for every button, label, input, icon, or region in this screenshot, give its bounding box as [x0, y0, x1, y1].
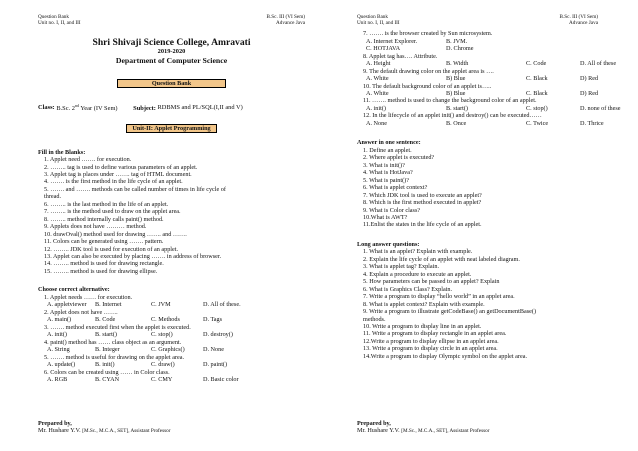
department-name: Department of Computer Science — [115, 56, 228, 66]
header-subject: Advance Java — [569, 20, 598, 27]
mcq-option: B) Blue — [446, 75, 466, 83]
mcq-options — [357, 38, 598, 45]
question-item: 1. Applet need ……. for execution. — [44, 156, 132, 164]
class-label: Class: — [38, 104, 55, 112]
question-item: 11.Enlist the states in the life cycle of an applet. — [363, 221, 482, 229]
mcq-options — [38, 346, 305, 353]
page-header-right — [357, 14, 598, 26]
mcq-option: D. None — [203, 346, 224, 354]
question-item: 1. Define an applet. — [363, 146, 412, 154]
mcq-option: A. White — [366, 90, 389, 98]
mcq-option: B. JVM. — [446, 37, 468, 45]
mcq-question: 12. In the lifecycle of an applet init() and destroy() can be executed…… — [363, 112, 542, 120]
mcq-list-right — [357, 30, 621, 127]
question-item: 4. ……. is the first method in the life cycle of an applet. — [44, 178, 183, 186]
mcq-option: A. update() — [47, 361, 76, 369]
question-item: 14.Write a program to display Olympic symbol on the applet area. — [363, 352, 528, 360]
question-item: 5. ……. and ……. methods can be called number of times in life cycle of — [44, 185, 226, 193]
header-title: Question Bank — [357, 14, 388, 20]
right-page — [319, 0, 638, 451]
subject-label: Subject: — [133, 104, 156, 112]
question-item: 10. drawOval() method used for drawing ……. and ……. — [44, 230, 187, 238]
question-item: 8. What is applet context? Explain with example. — [363, 300, 485, 308]
mcq-question: 4. paint() method has …… class object as an argument. — [44, 338, 182, 346]
mcq-option: B. Once — [446, 119, 467, 127]
question-item: 3. What is init()? — [363, 161, 405, 169]
mcq-option: C. Methods — [151, 316, 180, 324]
prepared-by-right — [357, 420, 489, 436]
one-sentence-list — [357, 147, 598, 229]
question-item: 3. Applet tag is places under ……. tag of HTML document. — [44, 171, 192, 179]
mcq-question: 2. Applet does not have ……. — [44, 308, 118, 316]
question-item: 14. …….. method is used for drawing rectangle. — [44, 260, 164, 268]
question-item: 8. …….. method internally calls paint() method. — [44, 215, 164, 223]
mcq-option: D. Basic color — [203, 375, 239, 383]
mcq-option: A. main() — [47, 316, 72, 324]
mcq-option: D. All of these. — [203, 301, 241, 309]
preparer-name: Mr. Hushare Y.V. — [357, 427, 400, 435]
mcq-question: 1. Applet needs …… for execution. — [44, 293, 133, 301]
long-answer-title: Long answer questions: — [357, 240, 420, 248]
mcq-option: C. draw() — [151, 361, 175, 369]
mcq-option: D. Thrice — [580, 119, 604, 127]
prepared-by-left — [38, 420, 170, 436]
class-subject-line — [38, 101, 305, 112]
question-item: thread. — [44, 193, 62, 201]
mcq-options — [357, 119, 604, 127]
prepared-label: Prepared by, — [38, 420, 72, 427]
mcq-question: 10. The default background color of an applet is….. — [363, 82, 492, 90]
question-item: 4. Explain a procedure to execute an applet. — [363, 270, 472, 278]
mcq-option: D) Red — [580, 75, 599, 83]
header-class: B.Sc. III (VI Sem) — [266, 14, 305, 20]
question-item: 13. Write a program to display circle in an applet area. — [363, 345, 498, 353]
academic-year: 2019-2020 — [157, 48, 186, 56]
question-item: 5. What is paint()? — [363, 176, 409, 184]
mcq-options — [357, 45, 598, 52]
class-value: B.Sc. 2nd Year (IV Sem) — [56, 102, 118, 112]
preparer-detail: [M.Sc., M.C.A., SET], Assistant Professor — [82, 428, 171, 435]
subject-value: RDBMS and PL/SQL(I,II and V) — [157, 104, 243, 112]
mcq-option: B. Code — [95, 316, 116, 324]
mcq-options — [357, 75, 598, 82]
page-header-left — [38, 14, 305, 26]
mcq-option: B. start() — [95, 331, 117, 339]
mcq-options — [38, 331, 305, 338]
header-units: Unit no. I, II, and III — [357, 20, 400, 27]
unit-label: Unit-II: Applet Programming — [126, 124, 216, 133]
mcq-option: C. Black — [526, 90, 548, 98]
mcq-option: D) Red — [580, 90, 599, 98]
mcq-option: D. paint() — [203, 361, 228, 369]
question-item: 12. …….. JDK tool is used for execution of an applet. — [44, 245, 179, 253]
fill-blanks-title: Fill in the Blanks: — [38, 148, 86, 156]
mcq-option: C. Twice — [526, 119, 549, 127]
question-item: 11. Write a program to display rectangle in an applet area. — [363, 330, 507, 338]
mcq-option: B. Internet — [95, 301, 122, 309]
mcq-options — [357, 90, 598, 97]
question-item: 12.Write a program to display ellipse in an applet area. — [363, 337, 499, 345]
question-item: 15. …….. method is used for drawing ellipse. — [44, 267, 158, 275]
question-item: 1. What is an applet? Explain with example. — [363, 248, 473, 256]
mcq-option: D. none of these — [580, 104, 621, 112]
header-class: B.Sc. III (VI Sem) — [559, 14, 598, 20]
mcq-option: B) Blue — [446, 90, 466, 98]
mcq-option: B. CYAN — [95, 375, 120, 383]
header-subject: Advance Java — [276, 20, 305, 27]
mcq-option: C. stop() — [151, 331, 173, 339]
question-item: 2. Where applet is executed? — [363, 154, 435, 162]
mcq-option: C. JVM — [151, 301, 171, 309]
question-item: 10.What is AWT? — [363, 213, 408, 221]
mcq-options — [38, 301, 305, 308]
mcq-option: D. Chrome — [446, 45, 474, 53]
mcq-option: B. start() — [446, 104, 468, 112]
question-item: 10. Write a program to display line in an applet. — [363, 323, 482, 330]
mcq-options — [38, 376, 305, 383]
mcq-option: A. Internet Explorer. — [366, 37, 418, 45]
mcq-option: D. Tags — [203, 316, 223, 324]
question-item: 7. Which JDK tool is used to execute an applet? — [363, 191, 482, 199]
mcq-option: B. init() — [95, 361, 115, 369]
mcq-option: C. Graphics() — [151, 346, 185, 354]
mcq-option: A. White — [366, 75, 389, 83]
mcq-list-left — [38, 294, 305, 383]
question-item: 8. Which is the first method executed in applet? — [363, 199, 482, 207]
question-item: 6. What is Graphics Class? Explain. — [363, 285, 453, 293]
prepared-label: Prepared by, — [357, 420, 391, 427]
college-name: Shri Shivaji Science College, Amravati — [92, 37, 251, 49]
mcq-question: 5. ……. method is useful for drawing on the applet area. — [44, 353, 185, 361]
question-item: 13. Applet can also be executed by placing ……. in address of browser. — [44, 253, 222, 261]
long-answer-list — [357, 248, 598, 360]
mcq-question: 9. The default drawing color on the applet area is …. — [363, 67, 494, 75]
mcq-option: B. Integer — [95, 346, 120, 354]
question-item: 2. …….. tag is used to define various parameters of an applet. — [44, 163, 198, 171]
question-item: methods. — [363, 315, 386, 323]
mcq-option: A. init() — [47, 331, 67, 339]
mcq-question: 11. ……. method is used to change the background color of an applet. — [363, 97, 537, 105]
question-item: 5. How parameters can be passed to an applet? Explain — [363, 278, 500, 286]
question-bank-label: Question Bank — [117, 79, 226, 88]
mcq-option: C. CMY — [151, 375, 173, 383]
question-item: 6. …….. is the last method in the life of an applet. — [44, 200, 169, 208]
question-item: 9. Write a program to illustrate getCodeBase() an getDocumentBase() — [363, 308, 537, 316]
mcq-option: A. RGB — [47, 375, 68, 383]
header-title: Question Bank — [38, 14, 69, 20]
mcq-question: 6. Colors can be created using …… in Color class. — [44, 368, 170, 376]
mcq-option: D. destroy() — [203, 331, 233, 339]
mcq-option: A. init() — [366, 104, 386, 112]
question-item: 4. What is HotJava? — [363, 169, 413, 177]
question-item: 9. What is Color class? — [363, 206, 421, 214]
preparer-detail: [M.Sc., M.C.A., SET], Assistant Professor — [401, 428, 490, 435]
mcq-option: D. All of these — [580, 60, 617, 68]
mcq-question: 3. ……. method executed first when the applet is executed. — [44, 323, 191, 331]
question-item: 6. What is applet context? — [363, 184, 428, 192]
mcq-option: A. Height — [366, 60, 391, 68]
mcq-options — [357, 60, 617, 68]
fill-blanks-list — [38, 156, 305, 275]
preparer-name: Mr. Hushare Y.V. — [38, 427, 81, 435]
question-item: 2. Explain the life cycle of an applet with neat labeled diagram. — [363, 255, 520, 263]
mcq-option: A. appletviewer — [47, 301, 87, 309]
mcq-option: C. Black — [526, 75, 548, 83]
question-item: 9. Applets does not have ……… method. — [44, 223, 147, 231]
mcq-question: 8. Applet tag has…. Attribute. — [363, 52, 438, 60]
mcq-options — [38, 361, 305, 368]
mcq-option: B. Width — [446, 60, 469, 68]
mcq-option: C. stop() — [526, 104, 548, 112]
mcq-option: C. HOTJAVA — [366, 45, 401, 53]
header-units: Unit no. I, II, and III — [38, 20, 81, 27]
mcq-options — [357, 104, 621, 112]
mcq-title: Choose correct alternative: — [38, 286, 110, 294]
mcq-option: A. String — [47, 346, 70, 354]
mcq-options — [38, 316, 305, 323]
question-item: 3. What is applet tag? Explain. — [363, 263, 440, 271]
mcq-option: A. None — [366, 119, 387, 127]
question-item: 7. …….. is the method used to draw on the applet area. — [44, 208, 181, 216]
question-item: 7. Write a program to display “hello world” in an applet area. — [363, 293, 515, 301]
mcq-option: C. Code — [526, 60, 547, 68]
one-sentence-title: Answer in one sentence: — [357, 139, 421, 147]
question-item: 11. Colors can be generated using ……. pattern. — [44, 238, 164, 246]
mcq-question: 7. ……. is the browser created by Sun microsystem. — [363, 30, 493, 38]
